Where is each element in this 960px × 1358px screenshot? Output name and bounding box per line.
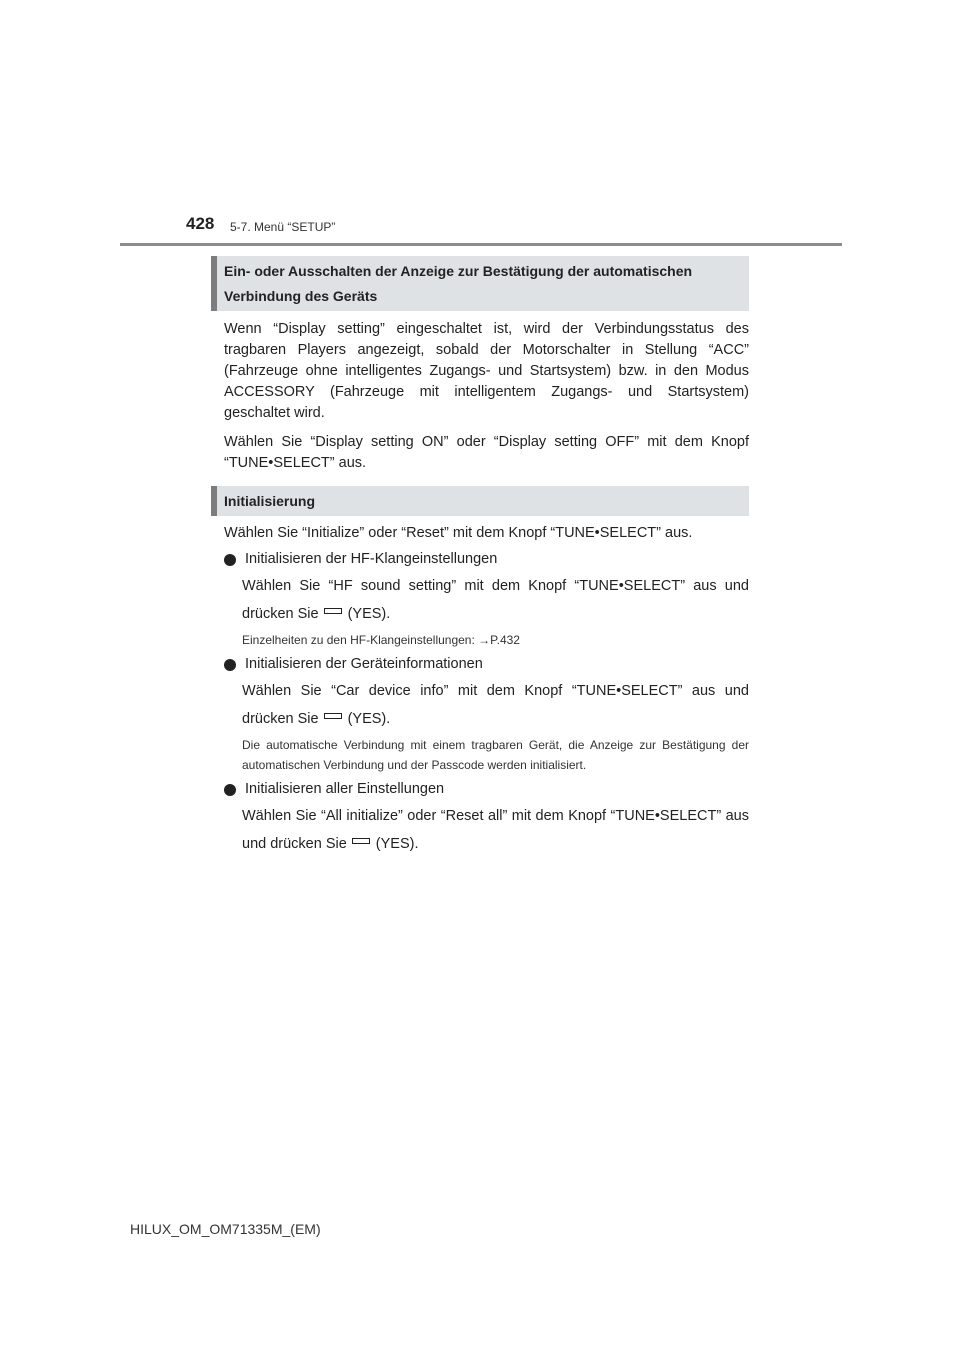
bullet-heading-text: Initialisieren der Geräteinformationen (245, 656, 483, 672)
instruction-text: Wählen Sie “All initialize” oder “Reset all” mit dem Knopf “TUNE•SELECT” aus und drücken Sie (242, 808, 749, 852)
note-text: Einzelheiten zu den HF-Klangeinstellungen: →P.432 (242, 633, 520, 647)
bullet-icon (224, 784, 236, 796)
bullet-icon (224, 659, 236, 671)
bullet-heading (211, 549, 749, 570)
list-item (211, 654, 749, 775)
list-item-text (211, 677, 749, 733)
instruction-text: Wählen Sie “Car device info” mit dem Knopf “TUNE•SELECT” aus und drücken Sie (242, 683, 749, 727)
bullet-heading-text: Initialisieren der HF-Klangeinstellungen (245, 551, 498, 567)
note-text: Die automatische Verbindung mit einem tragbaren Gerät, die Anzeige zur Bestätigung der automatischen Verbindung und der Passcode werden initialisiert. (242, 738, 749, 772)
button-icon (324, 608, 342, 614)
paragraph: Wenn “Display setting” eingeschaltet ist, wird der Verbindungsstatus des tragbaren Players angezeigt, sobald der Motorschalter in Stellung “ACC” (Fahrzeuge ohne intelligentes Zugangs- und Startsystem) bzw. in den Modus ACCESSORY (Fahrzeuge mit intelligentem Zugangs- und Startsystem) geschaltet wird. (224, 321, 749, 421)
header-divider (120, 243, 842, 246)
bullet-heading (211, 654, 749, 675)
document-code: HILUX_OM_OM71335M_(EM) (130, 1221, 321, 1237)
list-item-text (211, 572, 749, 628)
list-item-text (211, 802, 749, 858)
page-content (211, 256, 749, 858)
page-number: 428 (186, 214, 215, 233)
paragraph: Wählen Sie “Display setting ON” oder “Display setting OFF” mit dem Knopf “TUNE•SELECT” aus. (224, 434, 749, 471)
bullet-icon (224, 554, 236, 566)
instruction-text-end: (YES). (347, 606, 391, 622)
instruction-text-end: (YES). (375, 836, 419, 852)
section-heading-auto-connection: Ein- oder Ausschalten der Anzeige zur Bestätigung der automatischen Verbindung des Geräts (211, 256, 749, 311)
instruction-text: Wählen Sie “HF sound setting” mit dem Knopf “TUNE•SELECT” aus und drücken Sie (242, 578, 749, 622)
button-icon (352, 838, 370, 844)
bullet-heading-text: Initialisieren aller Einstellungen (245, 781, 445, 797)
chapter-title: 5-7. Menü “SETUP” (230, 220, 336, 234)
paragraph: Wählen Sie “Initialize” oder “Reset” mit dem Knopf “TUNE•SELECT” aus. (224, 525, 693, 541)
bullet-heading (211, 779, 749, 800)
list-item (211, 549, 749, 650)
section-heading-initialization: Initialisierung (211, 486, 749, 516)
button-icon (324, 713, 342, 719)
instruction-text-end: (YES). (347, 711, 391, 727)
list-item (211, 779, 749, 858)
